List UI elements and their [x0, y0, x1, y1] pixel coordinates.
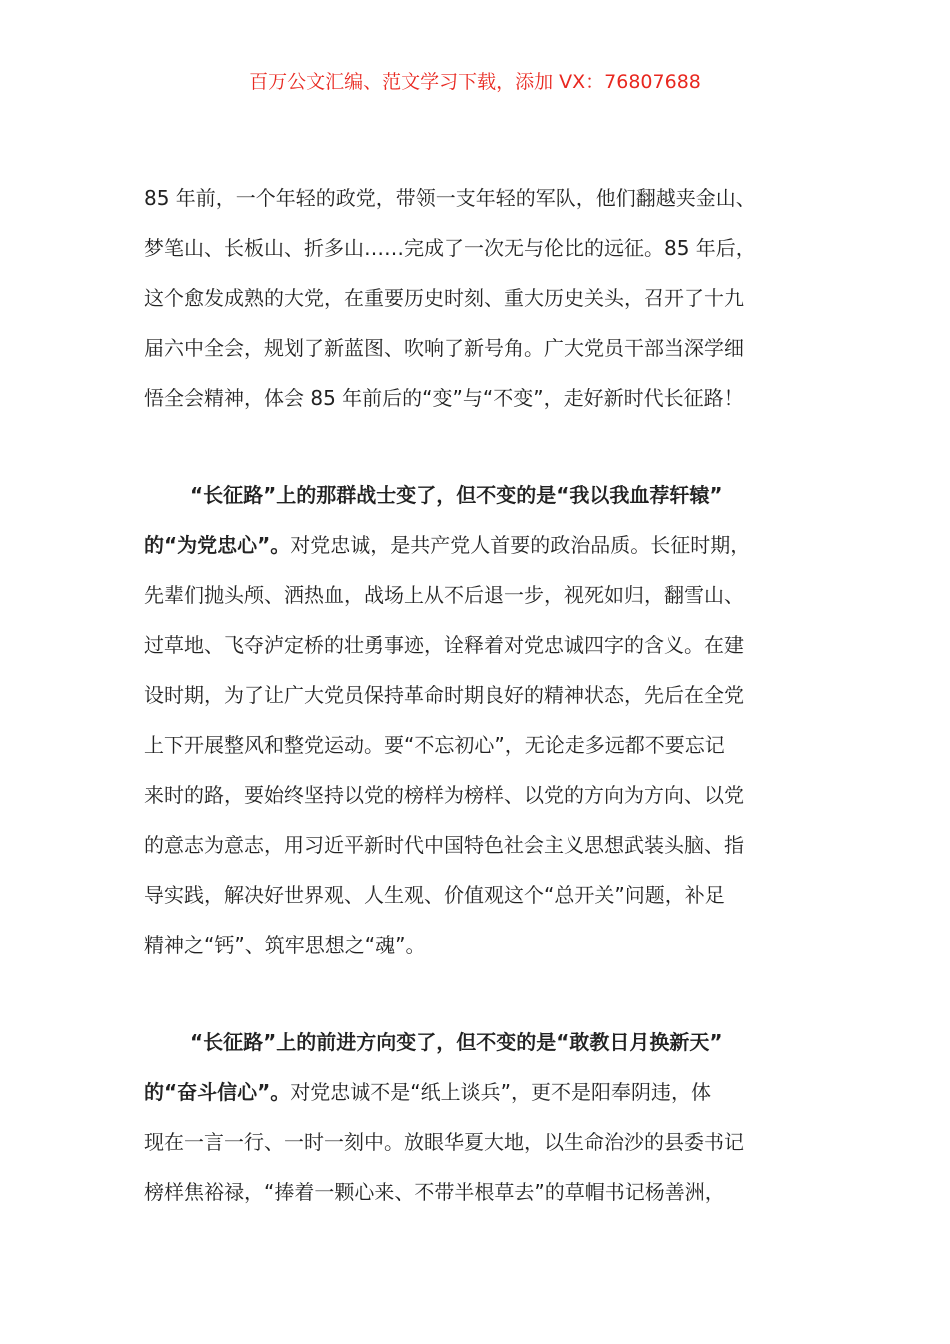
p3-line-4: 榜样焦裕禄，“捧着一颗心来、不带半根草去”的草帽书记杨善洲， — [144, 1180, 725, 1204]
p2-line-5: 设时期，为了让广大党员保持革命时期良好的精神状态，先后在全党 — [144, 683, 744, 707]
header-banner: 百万公文汇编、范文学习下载，添加 VX：76807688 — [249, 71, 701, 93]
p3-line-2-text: 对党忠诚不是“纸上谈兵”，更不是阳奉阴违，体 — [290, 1080, 712, 1104]
p1-line-1: 85 年前，一个年轻的政党，带领一支年轻的军队，他们翻越夹金山、 — [144, 186, 756, 210]
p3-heading-line-1: “长征路”上的前进方向变了，但不变的是“敢教日月换新天” — [190, 1030, 723, 1054]
p2-line-2-text: 对党忠诚，是共产党人首要的政治品质。长征时期， — [290, 533, 751, 557]
p2-line-9: 导实践，解决好世界观、人生观、价值观这个“总开关”问题，补足 — [144, 883, 725, 907]
p2-line-2 — [144, 530, 750, 560]
p2-line-7: 来时的路，要始终坚持以党的榜样为榜样、以党的方向为方向、以党 — [144, 783, 744, 807]
p3-heading-line-2: 的“奋斗信心”。 — [144, 1080, 291, 1104]
p1-line-4: 届六中全会，规划了新蓝图、吹响了新号角。广大党员干部当深学细 — [144, 336, 744, 360]
p2-line-8: 的意志为意志，用习近平新时代中国特色社会主义思想武装头脑、指 — [144, 833, 744, 857]
p2-line-10: 精神之“钙”、筑牢思想之“魂”。 — [144, 933, 426, 957]
p2-heading-line-2: 的“为党忠心”。 — [144, 533, 291, 557]
p2-heading-line-1: “长征路”上的那群战士变了，但不变的是“我以我血荐轩辕” — [190, 483, 723, 507]
p1-line-2: 梦笔山、长板山、折多山……完成了一次无与伦比的远征。85 年后， — [144, 236, 756, 260]
p2-line-3: 先辈们抛头颅、洒热血，战场上从不后退一步，视死如归，翻雪山、 — [144, 583, 744, 607]
p3-line-3: 现在一言一行、一时一刻中。放眼华夏大地，以生命治沙的县委书记 — [144, 1130, 744, 1154]
p1-line-5: 悟全会精神，体会 85 年前后的“变”与“不变”，走好新时代长征路！ — [144, 386, 744, 410]
p2-line-6: 上下开展整风和整党运动。要“不忘初心”，无论走多远都不要忘记 — [144, 733, 725, 757]
p1-line-3: 这个愈发成熟的大党，在重要历史时刻、重大历史关头，召开了十九 — [144, 286, 744, 310]
p3-line-2 — [144, 1077, 711, 1107]
p2-line-4: 过草地、飞夺泸定桥的壮勇事迹，诠释着对党忠诚四字的含义。在建 — [144, 633, 744, 657]
